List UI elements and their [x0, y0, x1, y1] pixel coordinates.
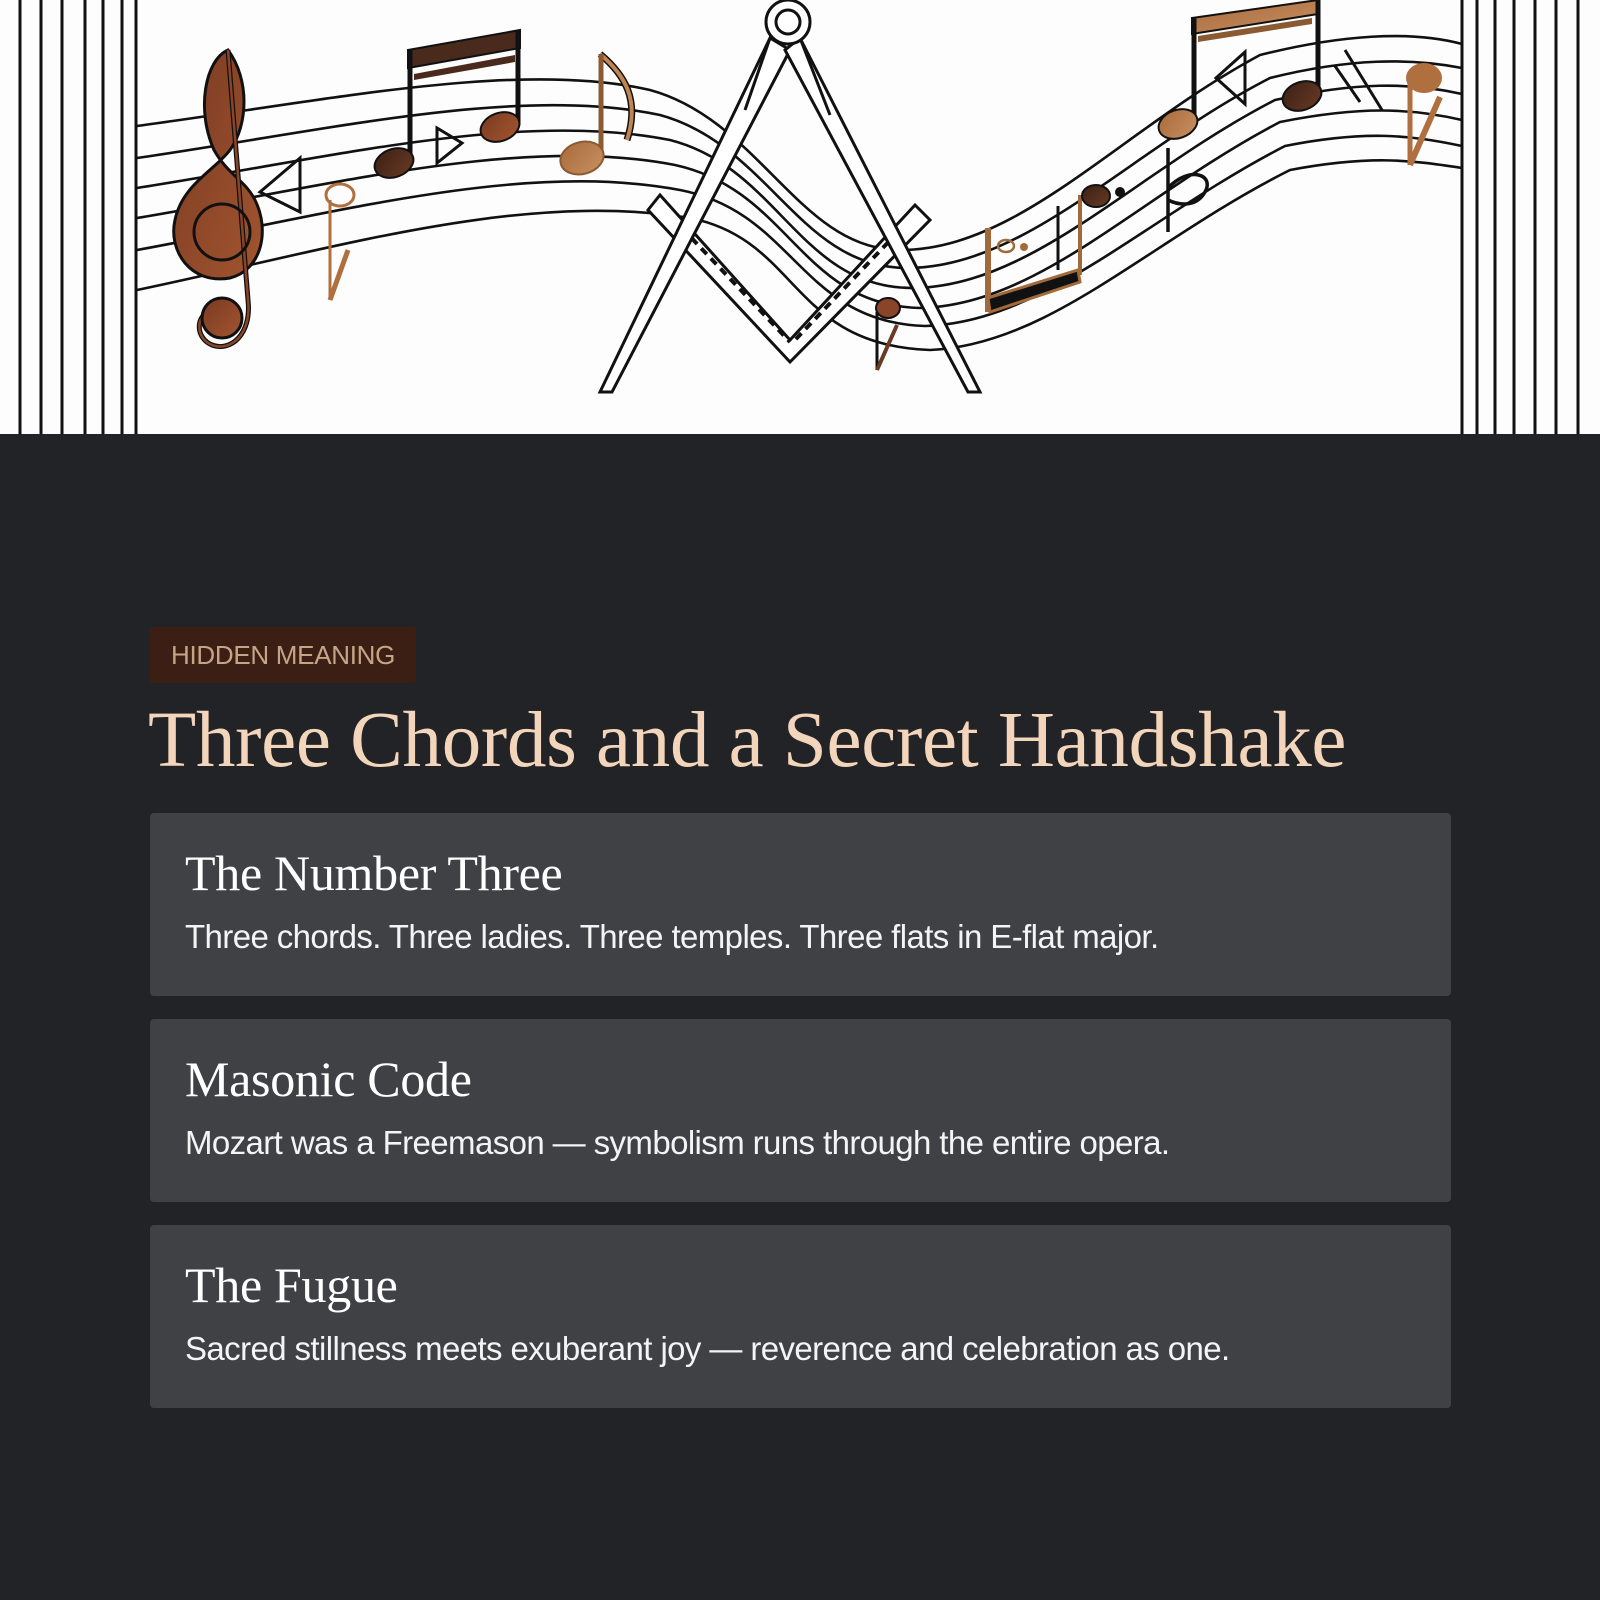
square-and-compass-icon	[600, 0, 980, 392]
card-number-three	[150, 813, 1451, 996]
card-text: Three chords. Three ladies. Three temples. Three flats in E-flat major.	[185, 918, 1159, 955]
accent-triangle-icon	[437, 128, 462, 163]
natural-strokes-icon	[1335, 50, 1382, 110]
right-vertical-lines	[1462, 0, 1578, 434]
treble-clef-icon	[174, 50, 263, 347]
card-title: The Fugue	[185, 1257, 398, 1313]
hidden-meaning-section	[148, 627, 1451, 1367]
card-title: The Number Three	[185, 845, 563, 901]
wavy-staff	[137, 36, 1462, 350]
card-text: Sacred stillness meets exuberant joy — reverence and celebration as one.	[185, 1330, 1230, 1367]
left-vertical-lines	[20, 0, 136, 434]
eighth-note-icon	[557, 54, 632, 179]
hero-illustration	[0, 0, 1600, 434]
card-the-fugue	[150, 1225, 1451, 1408]
beamed-dotted-notes-icon	[985, 185, 1125, 312]
section-title: Three Chords and a Secret Handshake	[148, 697, 1347, 784]
card-text: Mozart was a Freemason — symbolism runs through the entire opera.	[185, 1124, 1170, 1161]
card-title: Masonic Code	[185, 1051, 472, 1107]
quarter-note-icon	[876, 298, 900, 370]
card-list	[150, 813, 1451, 1431]
section-badge: HIDDEN MEANING	[150, 627, 416, 683]
card-masonic-code	[150, 1019, 1451, 1202]
